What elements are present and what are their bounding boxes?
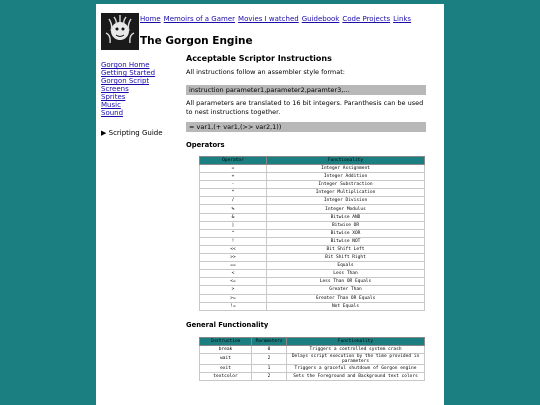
table-cell: Bitwise OR <box>267 221 425 229</box>
table-row <box>200 270 425 278</box>
table-cell: Bitwise XOR <box>267 229 425 237</box>
table-row <box>200 254 425 262</box>
table-cell: Bitwise NOT <box>267 237 425 245</box>
operators-table <box>199 156 425 311</box>
table-cell: 0 <box>252 345 287 353</box>
table-cell: Sets the Foreground and Background text colors <box>287 372 425 380</box>
table-row <box>200 262 425 270</box>
triangle-right-icon: ▶ <box>101 129 107 137</box>
table-cell: == <box>200 262 267 270</box>
format-code-block: instruction parameter1,parameter2,paramter3,... <box>186 85 426 95</box>
table-cell: 2 <box>252 353 287 364</box>
nav-link-movies[interactable]: Movies I watched <box>238 15 299 23</box>
table-row <box>200 294 425 302</box>
sidebar-link-getting-started[interactable]: Getting Started <box>101 69 156 77</box>
table-row <box>200 205 425 213</box>
table-row <box>200 165 425 173</box>
table-row <box>200 302 425 310</box>
gorgon-logo[interactable] <box>101 13 139 50</box>
table-cell: >> <box>200 254 267 262</box>
table-row <box>200 286 425 294</box>
table-header-cell: Functionality <box>287 337 425 345</box>
table-row <box>200 173 425 181</box>
table-row <box>200 245 425 253</box>
parameters-text: All parameters are translated to 16 bit integers. Paranthesis can be used to nest instructions together. <box>186 99 424 116</box>
table-cell: = <box>200 165 267 173</box>
table-cell: Bitwise AND <box>267 213 425 221</box>
page-heading: Acceptable Scriptor Instructions <box>186 54 332 63</box>
table-header-cell: Functionality <box>267 157 425 165</box>
table-cell: 2 <box>252 372 287 380</box>
general-functionality-heading: General Functionality <box>186 320 269 329</box>
table-cell: Equals <box>267 262 425 270</box>
table-row <box>200 278 425 286</box>
table-row <box>200 197 425 205</box>
table-cell: exit <box>200 364 252 372</box>
table-row <box>200 229 425 237</box>
table-row <box>200 213 425 221</box>
scripting-guide-expander[interactable] <box>101 129 163 137</box>
table-cell: Integer Assignment <box>267 165 425 173</box>
table-cell: Integer Addition <box>267 173 425 181</box>
table-cell: Integer Division <box>267 197 425 205</box>
top-navigation <box>140 15 414 23</box>
sidebar <box>101 61 163 137</box>
sidebar-link-music[interactable]: Music <box>101 101 121 109</box>
table-row <box>200 353 425 364</box>
table-cell: % <box>200 205 267 213</box>
table-row <box>200 181 425 189</box>
sidebar-link-sound[interactable]: Sound <box>101 109 124 117</box>
table-cell: > <box>200 286 267 294</box>
table-cell: Less Than OR Equals <box>267 278 425 286</box>
table-cell: Less Than <box>267 270 425 278</box>
nav-link-code-projects[interactable]: Code Projects <box>342 15 391 23</box>
table-row <box>200 221 425 229</box>
table-cell: Integer Multiplication <box>267 189 425 197</box>
table-cell: != <box>200 302 267 310</box>
nav-link-home[interactable]: Home <box>140 15 161 23</box>
table-cell: << <box>200 245 267 253</box>
table-cell: Not Equals <box>267 302 425 310</box>
table-cell: * <box>200 189 267 197</box>
table-cell: Delays script execution by the time provided in parameters <box>287 353 425 364</box>
table-cell: & <box>200 213 267 221</box>
table-cell: <= <box>200 278 267 286</box>
table-cell: Integer Substraction <box>267 181 425 189</box>
nav-link-links[interactable]: Links <box>393 15 412 23</box>
table-cell: Triggers a graceful shutdown of Gorgon engine <box>287 364 425 372</box>
example-code-block: = var1,(+ var1,(>> var2,1)) <box>186 122 426 132</box>
table-cell: Bit Shift Left <box>267 245 425 253</box>
table-cell: - <box>200 181 267 189</box>
sidebar-link-sprites[interactable]: Sprites <box>101 93 126 101</box>
nav-link-guidebook[interactable]: Guidebook <box>301 15 340 23</box>
table-cell: textcolor <box>200 372 252 380</box>
table-cell: Triggers a controlled system crash <box>287 345 425 353</box>
site-title: The Gorgon Engine <box>140 35 253 47</box>
table-cell: 1 <box>252 364 287 372</box>
table-cell: break <box>200 345 252 353</box>
table-cell: >= <box>200 294 267 302</box>
table-cell: < <box>200 270 267 278</box>
table-cell: / <box>200 197 267 205</box>
intro-text: All instructions follow an assembler style format: <box>186 68 345 76</box>
table-cell: Greater Than OR Equals <box>267 294 425 302</box>
table-cell: Bit Shift Right <box>267 254 425 262</box>
operators-heading: Operators <box>186 141 225 149</box>
table-row <box>200 364 425 372</box>
table-header-cell: Operator <box>200 157 267 165</box>
general-functionality-table <box>199 337 425 381</box>
sidebar-link-gorgon-script[interactable]: Gorgon Script <box>101 77 150 85</box>
table-header-cell: Parameters <box>252 337 287 345</box>
table-cell: | <box>200 221 267 229</box>
table-row <box>200 237 425 245</box>
table-cell: Integer Modulus <box>267 205 425 213</box>
table-header-cell: Instruction <box>200 337 252 345</box>
nav-link-memoirs[interactable]: Memoirs of a Gamer <box>163 15 236 23</box>
main-content <box>186 54 426 381</box>
table-cell: ^ <box>200 229 267 237</box>
table-cell: wait <box>200 353 252 364</box>
table-row <box>200 345 425 353</box>
scripting-guide-label: Scripting Guide <box>108 129 163 137</box>
page-container <box>96 4 444 405</box>
table-cell: ! <box>200 237 267 245</box>
table-row <box>200 189 425 197</box>
sidebar-link-screens[interactable]: Screens <box>101 85 129 93</box>
table-row <box>200 372 425 380</box>
sidebar-link-gorgon-home[interactable]: Gorgon Home <box>101 61 150 69</box>
table-cell: Greater Than <box>267 286 425 294</box>
table-cell: + <box>200 173 267 181</box>
